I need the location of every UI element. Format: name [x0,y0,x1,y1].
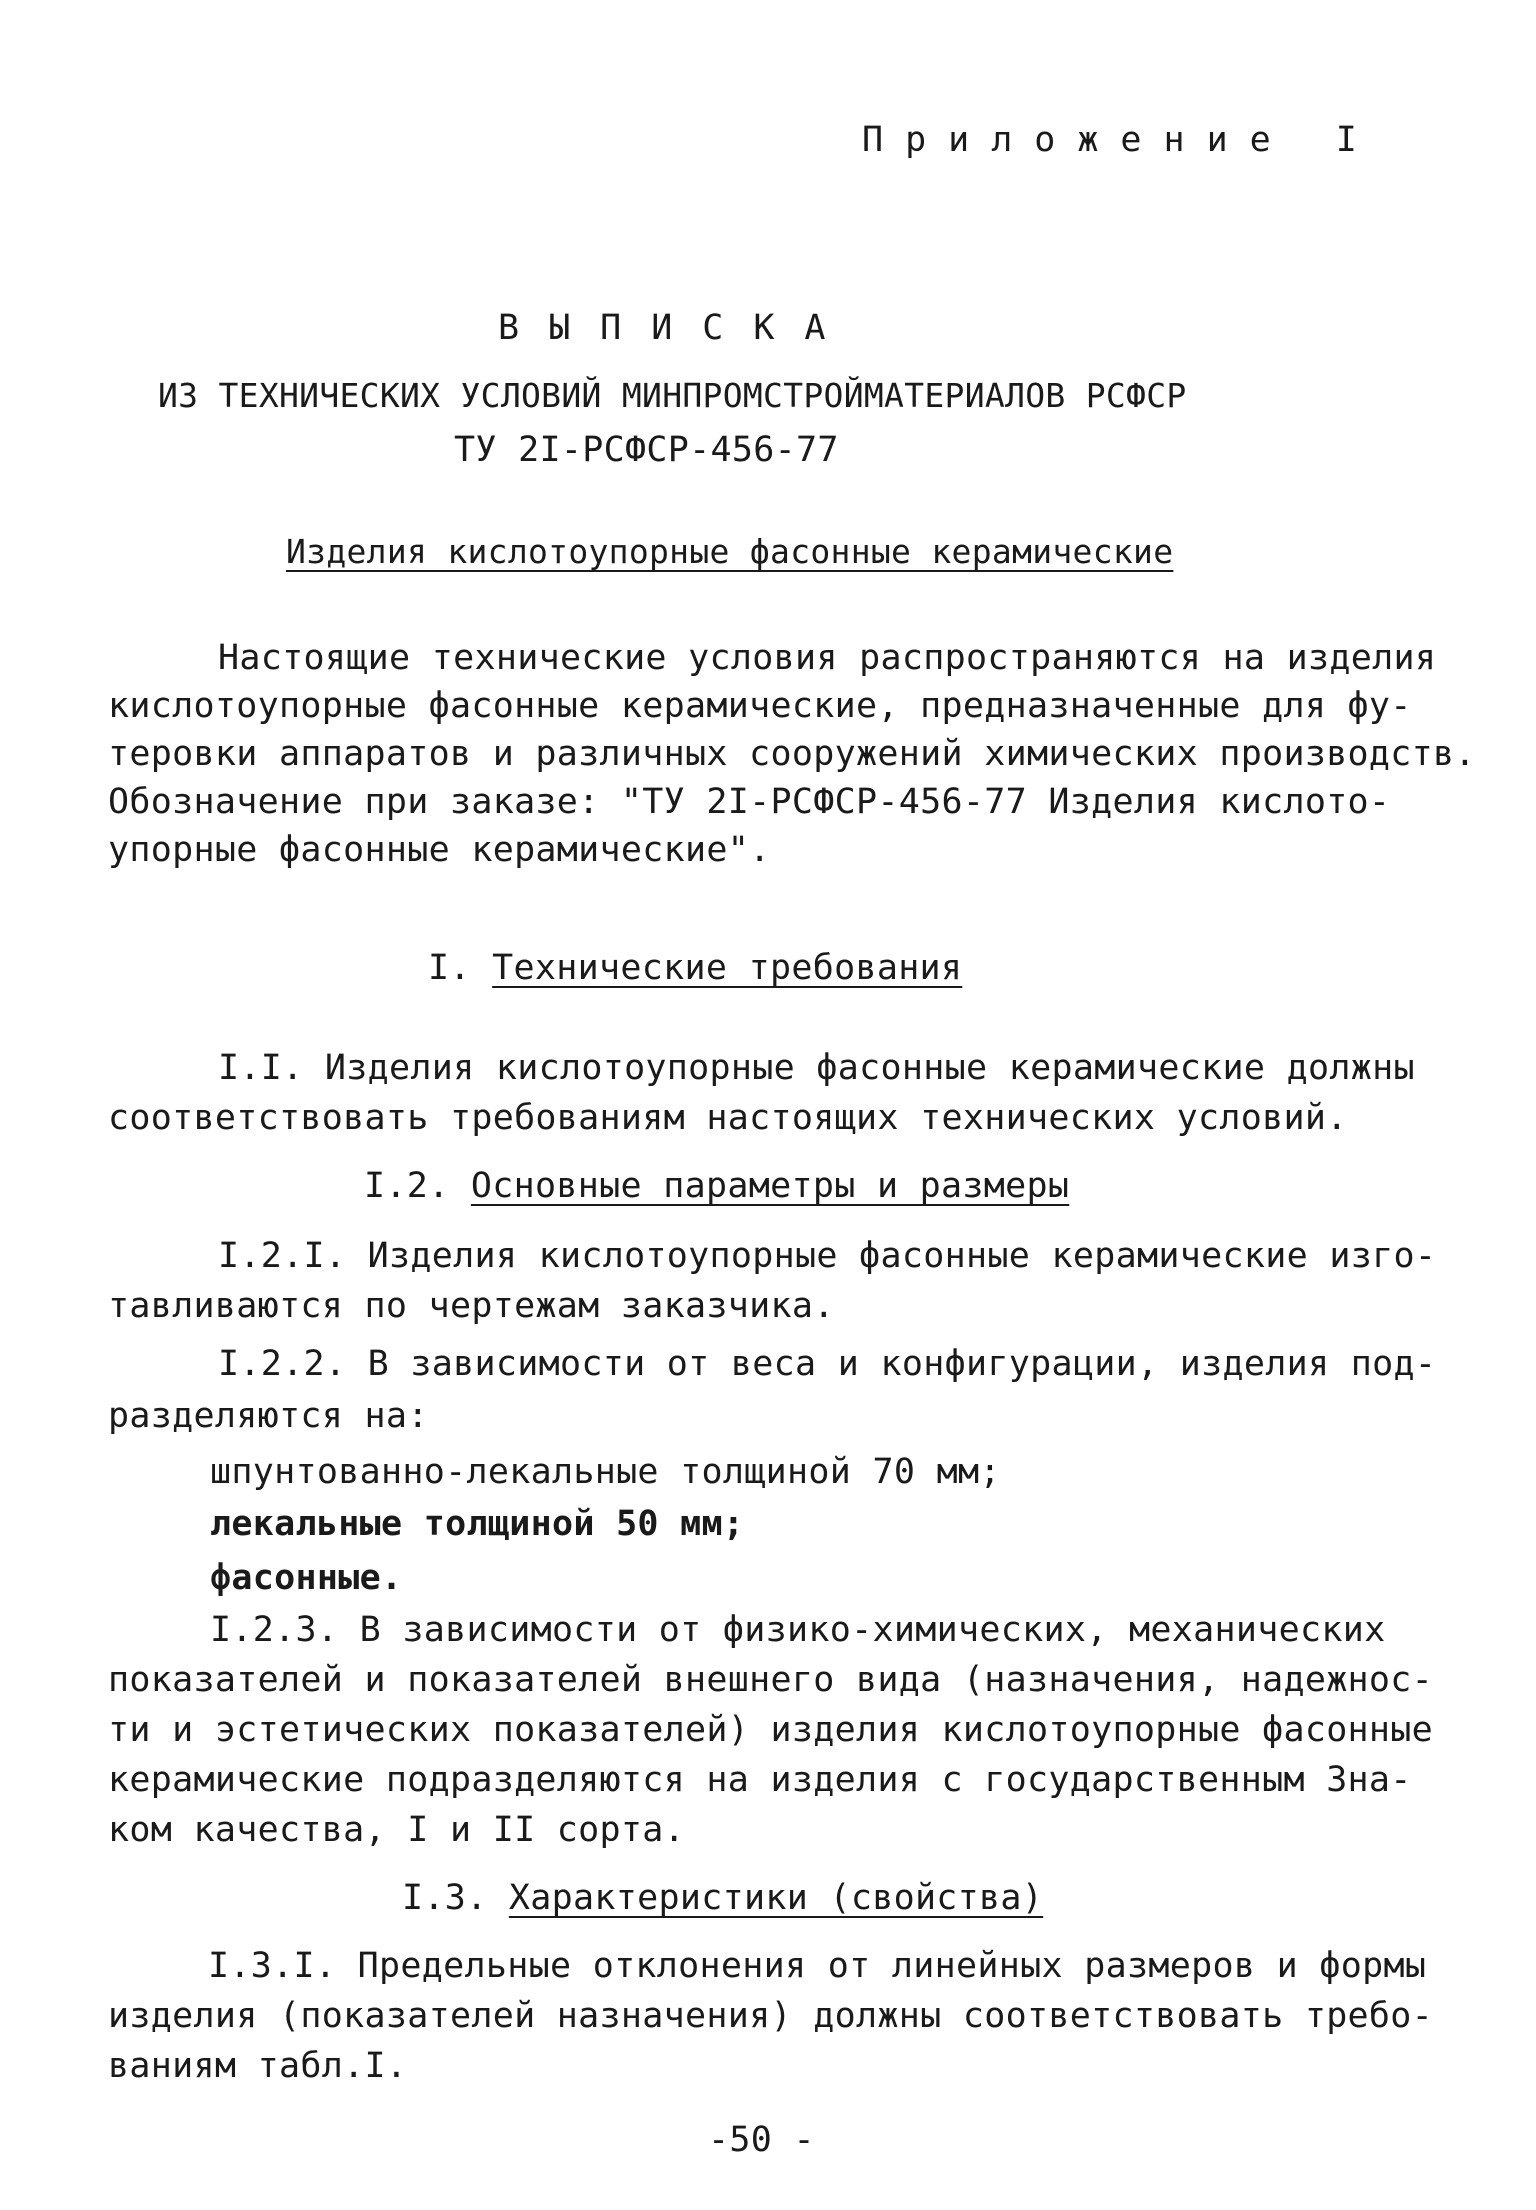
intro-line-3: теровки аппаратов и различных сооружений химических производств. [108,734,1476,774]
para-1-3-1-line-1: I.3.I. Предельные отклонения от линейных размеров и формы [208,1946,1427,1986]
list-item-1: шпунтованно-лекальные толщиной 70 мм; [210,1452,1001,1492]
appendix-label: Приложение I [862,120,1379,160]
section-1-3-title: Характеристики (свойства) [508,1878,1044,1918]
section-1-3-heading [402,1876,1043,1920]
section-1-3-number: I.3. [402,1878,488,1918]
intro-line-1: Настоящие технические условия распространяются на изделия [218,638,1437,678]
section-1-2-heading [364,1164,1069,1208]
para-1-2-3-line-5: ком качества, I и II сорта. [108,1810,686,1850]
para-1-2-3-line-3: ти и эстетических показателей) изделия кислотоупорные фасонные [108,1710,1434,1750]
para-1-2-1-line-2: тавливаются по чертежам заказчика. [108,1286,835,1326]
para-1-3-1-line-2: изделия (показателей назначения) должны соответствовать требо- [108,1996,1434,2036]
document-subtitle: ИЗ ТЕХНИЧЕСКИХ УСЛОВИЙ МИНПРОМСТРОЙМАТЕРИАЛОВ РСФСР [158,376,1187,415]
para-1-2-3-line-1: I.2.3. В зависимости от физико-химических, механических [210,1610,1386,1650]
product-title: Изделия кислотоупорные фасонные керамические [286,532,1174,571]
document-heading: ВЫПИСКА [498,308,856,348]
section-1-title: Технические требования [492,948,963,988]
list-item-2: лекальные толщиной 50 мм; [210,1504,745,1544]
intro-line-5: упорные фасонные керамические". [108,830,771,870]
para-1-2-2-line-1: I.2.2. В зависимости от веса и конфигурации, изделия под- [218,1344,1437,1384]
para-1-2-3-line-2: показателей и показателей внешнего вида (назначения, надежнос- [108,1660,1434,1700]
list-item-3: фасонные. [210,1558,403,1598]
para-1-2-1-line-1: I.2.I. Изделия кислотоупорные фасонные керамические изго- [218,1236,1437,1276]
section-1-2-number: I.2. [364,1166,450,1206]
para-1-3-1-line-3: ваниям табл.I. [108,2046,408,2086]
document-code: ТУ 2I-РСФСР-456-77 [454,430,839,470]
intro-line-4: Обозначение при заказе: "ТУ 2I-РСФСР-456-77 Изделия кислото- [108,782,1391,822]
para-1-1-line-2: соответствовать требованиям настоящих технических условий. [108,1098,1348,1138]
section-1-2-title: Основные параметры и размеры [470,1166,1070,1206]
section-1-number: I. [428,948,471,988]
para-1-2-3-line-4: керамические подразделяются на изделия с государственным Зна- [108,1760,1412,1800]
intro-line-2: кислотоупорные фасонные керамические, предназначенные для фу- [108,686,1412,726]
para-1-2-2-line-2: разделяются на: [108,1396,429,1436]
para-1-1-line-1: I.I. Изделия кислотоупорные фасонные керамические должны [218,1048,1415,1088]
section-1-heading [428,946,962,990]
page-number: -50 - [708,2120,815,2160]
